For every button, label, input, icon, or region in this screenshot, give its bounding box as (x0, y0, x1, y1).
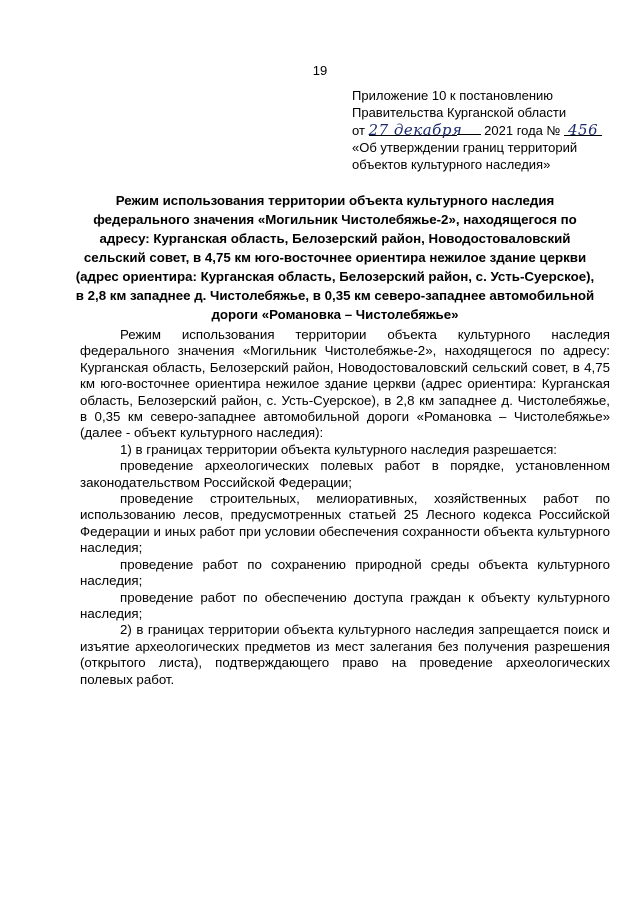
paragraph-prohibited: 2) в границах территории объекта культурного наследия запрещается поиск и изъятие археологических предметов из мест залегания без получения разрешения (открытого листа), подтверждающего право на проведение археологических полевых работ. (80, 622, 610, 687)
appendix-line-2: Правительства Курганской области (352, 105, 567, 120)
paragraph-intro: Режим использования территории объекта культурного наследия федерального значения «Могильник Чистолебяжье-2», находящегося по адресу: Курганская область, Белозерский район, Новодостоваловский сельский совет, в 4,75 км юго-восточнее ориентира нежилое здание церкви (адрес ориентира: Курганская область, Белозерский район, с. Усть-Суерское), в 2,8 км западнее д. Чистолебяжье, в 0,35 км северо-западнее автомобильной дороги «Романовка – Чистолебяжье» (далее - объект культурного наследия): (80, 327, 610, 441)
paragraph-permitted-4: проведение работ по обеспечению доступа граждан к объекту культурного наследия; (80, 589, 610, 621)
number-blank (564, 121, 602, 139)
appendix-line-4: «Об утверждении границ территорий (352, 140, 578, 155)
document-body (80, 327, 610, 688)
paragraph-permitted-3: проведение работ по сохранению природной среды объекта культурного наследия; (80, 556, 610, 589)
appendix-line-1: Приложение 10 к постановлению (352, 88, 554, 103)
paragraph-permitted-2: проведение строительных, мелиоративных, хозяйственных работ по использованию лесов, предусмотренных статьей 25 Лесного кодекса Российской Федерации и иных работ при условии обеспечения сохранности объекта культурного наследия; (80, 491, 610, 556)
appendix-header (352, 87, 622, 173)
appendix-date-line (352, 121, 622, 139)
date-underline (457, 121, 481, 135)
appendix-line-5: объектов культурного наследия» (352, 157, 551, 172)
paragraph-permitted-1: проведение археологических полевых работ в порядке, установленном законодательством Российской Федерации; (80, 458, 610, 490)
from-label: от (352, 123, 365, 138)
page-number: 19 (312, 63, 328, 78)
document-title: Режим использования территории объекта культурного наследия федерального значения «Могильник Чистолебяжье-2», находящегося по адресу: Курганская область, Белозерский район, Новодостоваловский сельский совет, в 4,75 км юго-восточнее ориентира нежилое здание церкви (адрес ориентира: Курганская область, Белозерский район, с. Усть-Суерское), в 2,8 км западнее д. Чистолебяжье, в 0,35 км северо-западнее автомобильной дороги «Романовка – Чистолебяжье» (75, 193, 595, 322)
handwritten-date: 27 декабря (368, 121, 463, 139)
date-blank (368, 121, 463, 139)
handwritten-number: 456 (568, 121, 599, 139)
paragraph-permitted-heading: 1) в границах территории объекта культурного наследия разрешается: (120, 441, 557, 457)
year-text: 2021 года № (484, 123, 561, 138)
